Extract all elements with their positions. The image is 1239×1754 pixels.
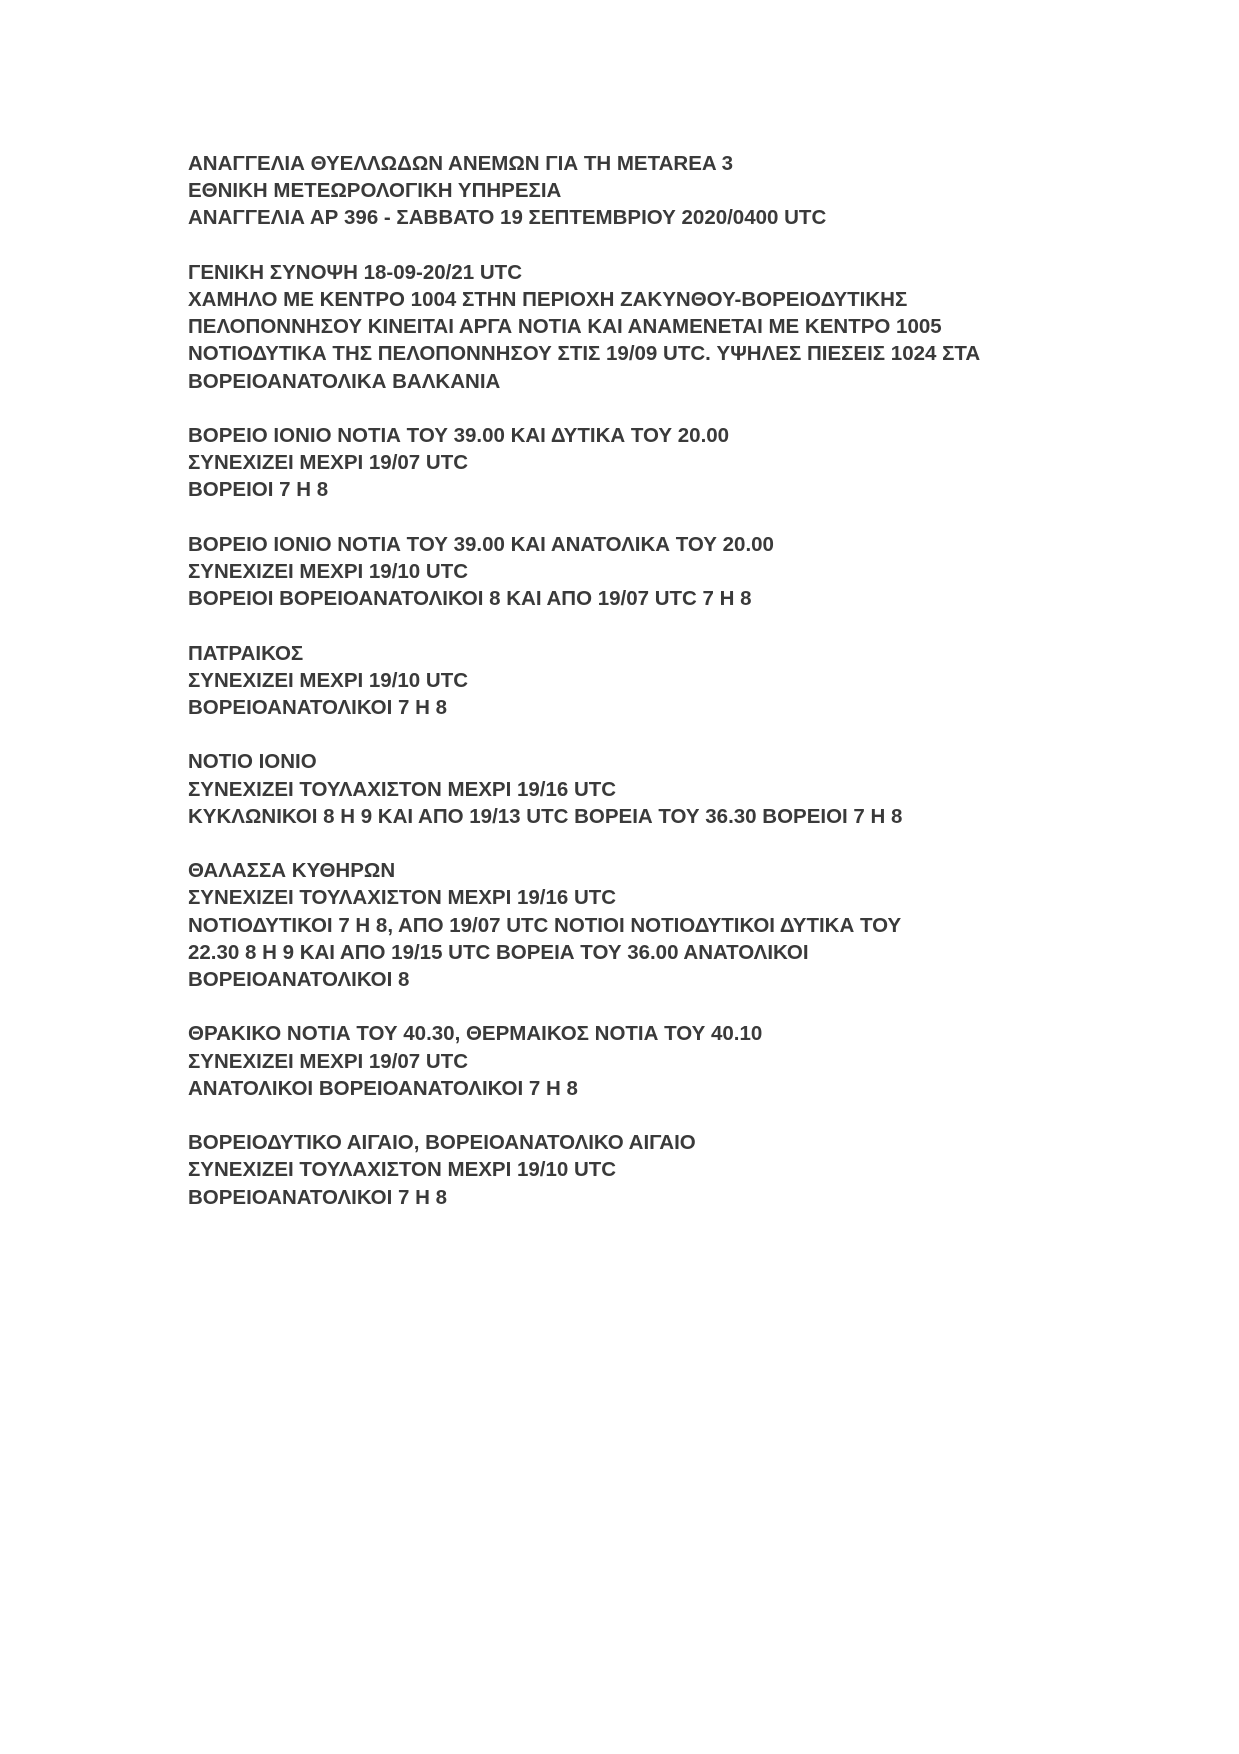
warning-validity: ΣΥΝΕΧΙΖΕΙ ΜΕΧΡΙ 19/07 UTC xyxy=(188,451,469,475)
warning-validity: ΣΥΝΕΧΙΖΕΙ ΤΟΥΛΑΧΙΣΤΟΝ ΜΕΧΡΙ 19/16 UTC xyxy=(188,886,617,910)
warning-kythira-sea xyxy=(188,857,1168,993)
warning-wind: ΝΟΤΙΟΔΥΤΙΚΟΙ 7 Η 8, ΑΠΟ 19/07 UTC ΝΟΤΙΟΙ ΝΟΤΙΟΔΥΤΙΚΟΙ ΔΥΤΙΚΑ ΤΟΥ xyxy=(188,913,902,937)
warning-thrakiko-thermaikos xyxy=(188,1020,1168,1102)
document-title: ΑΝΑΓΓΕΛΙΑ ΘΥΕΛΛΩΔΩΝ ΑΝΕΜΩΝ ΓΙΑ ΤΗ METAREA 3 xyxy=(188,152,734,175)
document-page xyxy=(188,150,1168,1238)
warning-validity: ΣΥΝΕΧΙΖΕΙ ΜΕΧΡΙ 19/07 UTC xyxy=(188,1049,469,1073)
warning-wind: ΑΝΑΤΟΛΙΚΟΙ ΒΟΡΕΙΟΑΝΑΤΟΛΙΚΟΙ 7 Η 8 xyxy=(188,1076,578,1100)
warning-validity: ΣΥΝΕΧΙΖΕΙ ΤΟΥΛΑΧΙΣΤΟΝ ΜΕΧΡΙ 19/16 UTC xyxy=(188,777,617,801)
warning-north-aegean xyxy=(188,1129,1168,1211)
synopsis-text-line: ΧΑΜΗΛΟ ΜΕ ΚΕΝΤΡΟ 1004 ΣΤΗΝ ΠΕΡΙΟΧΗ ΖΑΚΥΝΘΟΥ-ΒΟΡΕΙΟΔΥΤΙΚΗΣ xyxy=(188,288,908,311)
warning-wind: ΚΥΚΛΩΝΙΚΟΙ 8 Η 9 ΚΑΙ ΑΠΟ 19/13 UTC ΒΟΡΕΙΑ ΤΟΥ 36.30 ΒΟΡΕΙΟΙ 7 Η 8 xyxy=(188,804,903,828)
warning-area: ΘΑΛΑΣΣΑ ΚΥΘΗΡΩΝ xyxy=(188,859,396,883)
warning-area: ΘΡΑΚΙΚΟ ΝΟΤΙΑ ΤΟΥ 40.30, ΘΕΡΜΑΙΚΟΣ ΝΟΤΙΑ ΤΟΥ 40.10 xyxy=(188,1022,763,1046)
warning-area: ΒΟΡΕΙΟΔΥΤΙΚΟ ΑΙΓΑΙΟ, ΒΟΡΕΙΟΑΝΑΤΟΛΙΚΟ ΑΙΓΑΙΟ xyxy=(188,1131,696,1155)
synopsis-text-line: ΝΟΤΙΟΔΥΤΙΚΑ ΤΗΣ ΠΕΛΟΠΟΝΝΗΣΟΥ ΣΤΙΣ 19/09 UTC. ΥΨΗΛΕΣ ΠΙΕΣΕΙΣ 1024 ΣΤΑ xyxy=(188,342,981,366)
warning-area: ΒΟΡΕΙΟ ΙΟΝΙΟ ΝΟΤΙΑ ΤΟΥ 39.00 ΚΑΙ ΔΥΤΙΚΑ ΤΟΥ 20.00 xyxy=(188,424,730,447)
warning-north-ionian-east xyxy=(188,531,1168,613)
synopsis-text-line: ΒΟΡΕΙΟΑΝΑΤΟΛΙΚΑ ΒΑΛΚΑΝΙΑ xyxy=(188,369,501,393)
warning-wind: ΒΟΡΕΙΟΑΝΑΤΟΛΙΚΟΙ 7 Η 8 xyxy=(188,1185,448,1209)
warning-wind: ΒΟΡΕΙΟΑΝΑΤΟΛΙΚΟΙ 8 xyxy=(188,968,410,991)
synopsis-heading: ΓΕΝΙΚΗ ΣΥΝΟΨΗ 18-09-20/21 UTC xyxy=(188,260,522,284)
warning-patraikos xyxy=(188,640,1168,722)
synopsis-text-line: ΠΕΛΟΠΟΝΝΗΣΟΥ ΚΙΝΕΙΤΑΙ ΑΡΓΑ ΝΟΤΙΑ ΚΑΙ ΑΝΑΜΕΝΕΤΑΙ ΜΕ ΚΕΝΤΡΟ 1005 xyxy=(188,315,942,339)
warning-area: ΒΟΡΕΙΟ ΙΟΝΙΟ ΝΟΤΙΑ ΤΟΥ 39.00 ΚΑΙ ΑΝΑΤΟΛΙΚΑ ΤΟΥ 20.00 xyxy=(188,532,774,556)
warning-wind: 22.30 8 Η 9 ΚΑΙ ΑΠΟ 19/15 UTC ΒΟΡΕΙΑ ΤΟΥ 36.00 ΑΝΑΤΟΛΙΚΟΙ xyxy=(188,940,809,964)
bulletin-number-date: ΑΝΑΓΓΕΛΙΑ ΑΡ 396 - ΣΑΒΒΑΤΟ 19 ΣΕΠΤΕΜΒΡΙΟΥ 2020/0400 UTC xyxy=(188,206,827,230)
warning-area: ΠΑΤΡΑΙΚΟΣ xyxy=(188,641,304,665)
warning-validity: ΣΥΝΕΧΙΖΕΙ ΤΟΥΛΑΧΙΣΤΟΝ ΜΕΧΡΙ 19/10 UTC xyxy=(188,1158,617,1182)
warning-validity: ΣΥΝΕΧΙΖΕΙ ΜΕΧΡΙ 19/10 UTC xyxy=(188,560,469,583)
issuing-agency: ΕΘΝΙΚΗ ΜΕΤΕΩΡΟΛΟΓΙΚΗ ΥΠΗΡΕΣΙΑ xyxy=(188,179,562,203)
warning-north-ionian-west xyxy=(188,422,1168,504)
warning-wind: ΒΟΡΕΙΟΙ ΒΟΡΕΙΟΑΝΑΤΟΛΙΚΟΙ 8 ΚΑΙ ΑΠΟ 19/07 UTC 7 Η 8 xyxy=(188,587,752,611)
general-synopsis xyxy=(188,259,1168,395)
header-block xyxy=(188,150,1168,232)
warning-validity: ΣΥΝΕΧΙΖΕΙ ΜΕΧΡΙ 19/10 UTC xyxy=(188,668,469,692)
warning-south-ionian xyxy=(188,748,1168,830)
warning-wind: ΒΟΡΕΙΟΙ 7 Η 8 xyxy=(188,478,329,502)
warning-area: ΝΟΤΙΟ ΙΟΝΙΟ xyxy=(188,750,317,774)
warning-wind: ΒΟΡΕΙΟΑΝΑΤΟΛΙΚΟΙ 7 Η 8 xyxy=(188,696,448,719)
